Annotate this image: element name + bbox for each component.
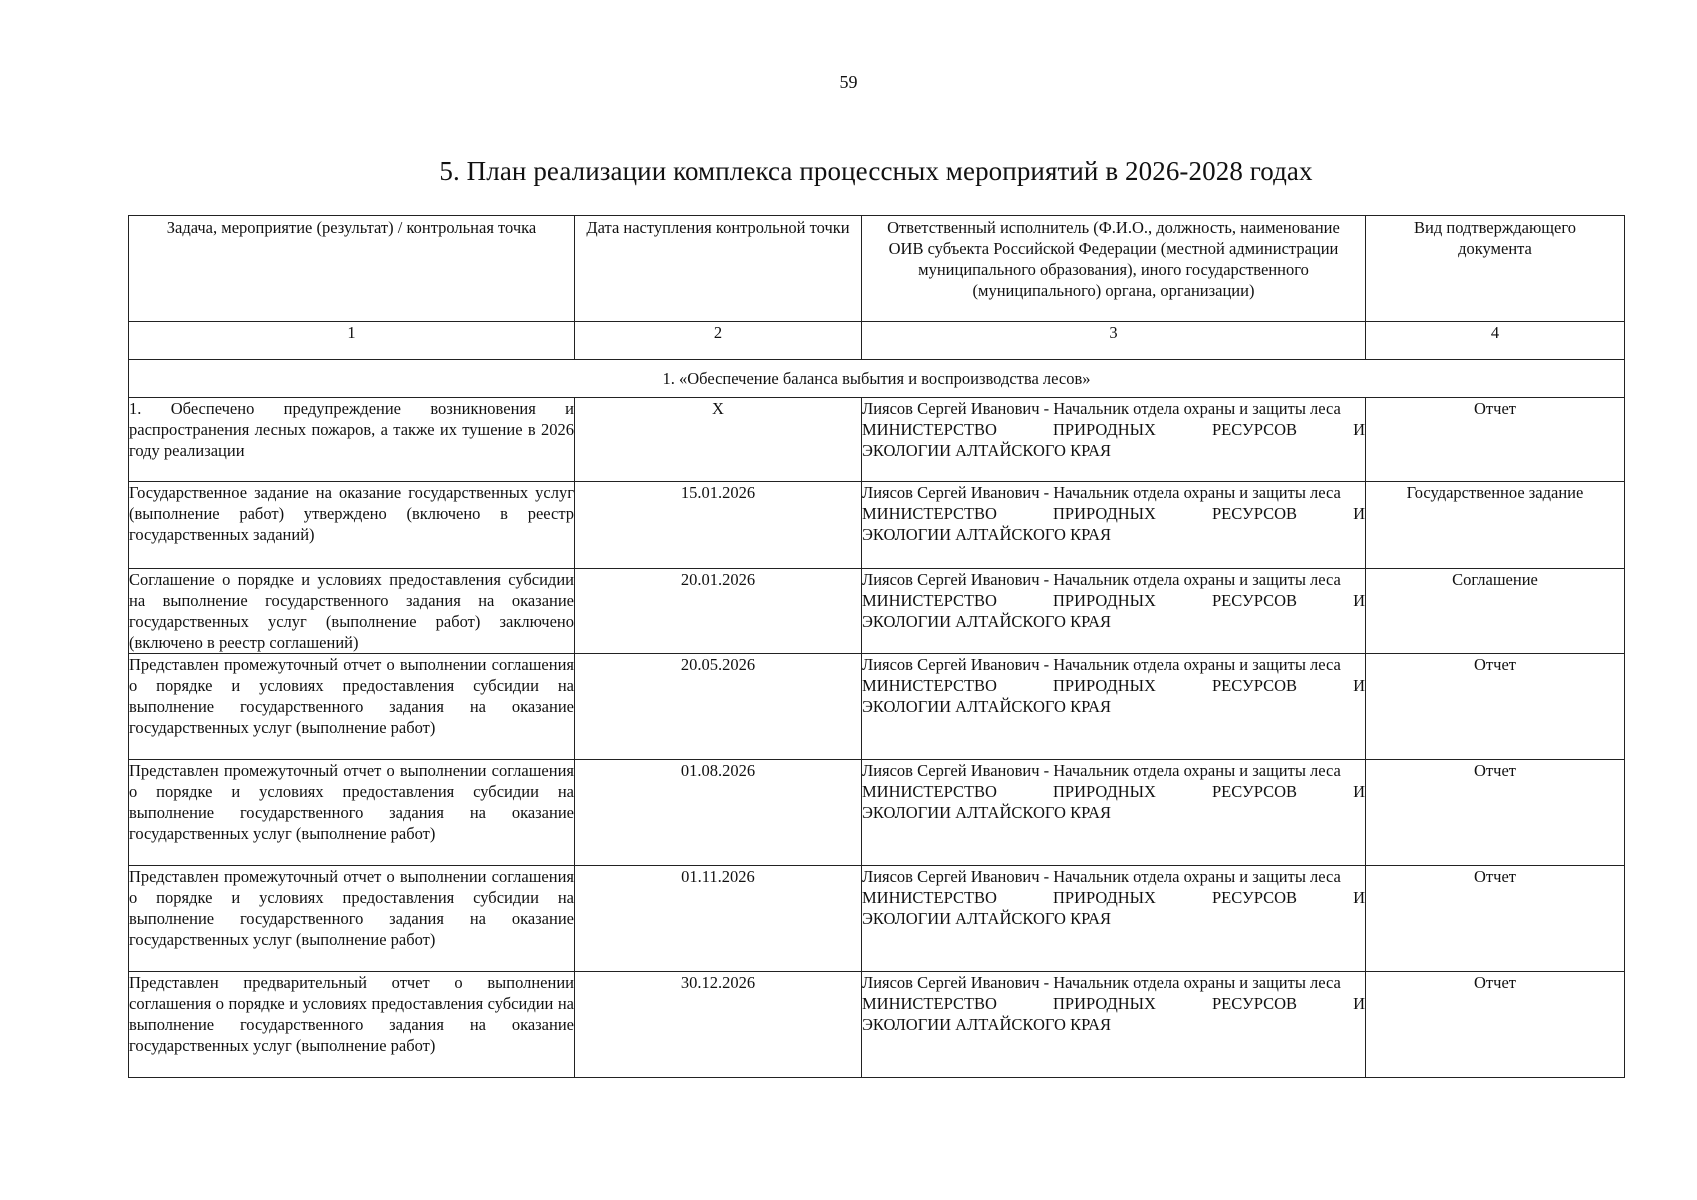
- document-cell: Соглашение: [1366, 569, 1625, 654]
- responsible-organization: МИНИСТЕРСТВО ПРИРОДНЫХ РЕСУРСОВ И ЭКОЛОГИИ АЛТАЙСКОГО КРАЯ: [862, 782, 1365, 822]
- task-cell: Представлен промежуточный отчет о выполнении соглашения о порядке и условиях предоставления субсидии на выполнение государственного задания на оказание государственных услуг (выполнение работ): [129, 654, 575, 760]
- table-row: [129, 569, 1625, 654]
- column-header-responsible: Ответственный исполнитель (Ф.И.О., должность, наименование ОИВ субъекта Российской Федерации (местной администрации муниципального образования), иного государственного (муниципального) органа, организации): [862, 216, 1366, 322]
- document-cell: Отчет: [1366, 398, 1625, 482]
- column-header-task: Задача, мероприятие (результат) / контрольная точка: [129, 216, 575, 322]
- responsible-organization: МИНИСТЕРСТВО ПРИРОДНЫХ РЕСУРСОВ И ЭКОЛОГИИ АЛТАЙСКОГО КРАЯ: [862, 504, 1365, 544]
- document-cell: Отчет: [1366, 866, 1625, 972]
- table-row: [129, 398, 1625, 482]
- responsible-person: Лиясов Сергей Иванович - Начальник отдела охраны и защиты леса: [862, 973, 1341, 992]
- date-cell: 30.12.2026: [575, 972, 862, 1078]
- page-title: 5. План реализации комплекса процессных мероприятий в 2026-2028 годах: [439, 156, 1313, 186]
- table-header-row: [129, 216, 1625, 322]
- responsible-cell: [862, 760, 1366, 866]
- responsible-cell: [862, 569, 1366, 654]
- responsible-person: Лиясов Сергей Иванович - Начальник отдела охраны и защиты леса: [862, 655, 1341, 674]
- table-row: [129, 654, 1625, 760]
- table-row: [129, 972, 1625, 1078]
- date-cell: 20.05.2026: [575, 654, 862, 760]
- column-numbers-row: [129, 322, 1625, 360]
- task-cell: 1. Обеспечено предупреждение возникновения и распространения лесных пожаров, а также их тушение в 2026 году реализации: [129, 398, 575, 482]
- responsible-organization: МИНИСТЕРСТВО ПРИРОДНЫХ РЕСУРСОВ И ЭКОЛОГИИ АЛТАЙСКОГО КРАЯ: [862, 994, 1365, 1034]
- plan-table: [128, 215, 1625, 1078]
- responsible-person: Лиясов Сергей Иванович - Начальник отдела охраны и защиты леса: [862, 399, 1341, 418]
- responsible-organization: МИНИСТЕРСТВО ПРИРОДНЫХ РЕСУРСОВ И ЭКОЛОГИИ АЛТАЙСКОГО КРАЯ: [862, 676, 1365, 716]
- date-cell: X: [575, 398, 862, 482]
- responsible-organization: МИНИСТЕРСТВО ПРИРОДНЫХ РЕСУРСОВ И ЭКОЛОГИИ АЛТАЙСКОГО КРАЯ: [862, 420, 1365, 460]
- responsible-person: Лиясов Сергей Иванович - Начальник отдела охраны и защиты леса: [862, 761, 1341, 780]
- document-cell: Отчет: [1366, 654, 1625, 760]
- responsible-person: Лиясов Сергей Иванович - Начальник отдела охраны и защиты леса: [862, 483, 1341, 502]
- task-cell: Представлен промежуточный отчет о выполнении соглашения о порядке и условиях предоставления субсидии на выполнение государственного задания на оказание государственных услуг (выполнение работ): [129, 866, 575, 972]
- table-row: [129, 866, 1625, 972]
- responsible-cell: [862, 482, 1366, 569]
- column-number: 3: [862, 322, 1366, 360]
- responsible-person: Лиясов Сергей Иванович - Начальник отдела охраны и защиты леса: [862, 867, 1341, 886]
- task-cell: Представлен промежуточный отчет о выполнении соглашения о порядке и условиях предоставления субсидии на выполнение государственного задания на оказание государственных услуг (выполнение работ): [129, 760, 575, 866]
- document-cell: Отчет: [1366, 972, 1625, 1078]
- section-title: 1. «Обеспечение баланса выбытия и воспроизводства лесов»: [129, 360, 1625, 398]
- responsible-organization: МИНИСТЕРСТВО ПРИРОДНЫХ РЕСУРСОВ И ЭКОЛОГИИ АЛТАЙСКОГО КРАЯ: [862, 591, 1365, 631]
- task-cell: Представлен предварительный отчет о выполнении соглашения о порядке и условиях предоставления субсидии на выполнение государственного задания на оказание государственных услуг (выполнение работ): [129, 972, 575, 1078]
- date-cell: 20.01.2026: [575, 569, 862, 654]
- column-header-document: Вид подтверждающего документа: [1366, 216, 1625, 322]
- column-header-date: Дата наступления контрольной точки: [575, 216, 862, 322]
- column-number: 1: [129, 322, 575, 360]
- task-cell: Соглашение о порядке и условиях предоставления субсидии на выполнение государственного задания на оказание государственных услуг (выполнение работ) заключено (включено в реестр соглашений): [129, 570, 574, 652]
- date-cell: 15.01.2026: [575, 482, 862, 569]
- responsible-cell: [862, 972, 1366, 1078]
- document-cell: Государственное задание: [1366, 482, 1625, 569]
- section-row: [129, 360, 1625, 398]
- responsible-organization: МИНИСТЕРСТВО ПРИРОДНЫХ РЕСУРСОВ И ЭКОЛОГИИ АЛТАЙСКОГО КРАЯ: [862, 888, 1365, 928]
- table-row: [129, 482, 1625, 569]
- responsible-cell: [862, 398, 1366, 482]
- page-number: 59: [839, 72, 858, 92]
- column-number: 2: [575, 322, 862, 360]
- date-cell: 01.11.2026: [575, 866, 862, 972]
- document-cell: Отчет: [1366, 760, 1625, 866]
- task-cell: Государственное задание на оказание государственных услуг (выполнение работ) утверждено (включено в реестр государственных заданий): [129, 482, 575, 569]
- column-number: 4: [1366, 322, 1625, 360]
- responsible-cell: [862, 654, 1366, 760]
- responsible-cell: [862, 866, 1366, 972]
- date-cell: 01.08.2026: [575, 760, 862, 866]
- table-row: [129, 760, 1625, 866]
- responsible-person: Лиясов Сергей Иванович - Начальник отдела охраны и защиты леса: [862, 570, 1341, 589]
